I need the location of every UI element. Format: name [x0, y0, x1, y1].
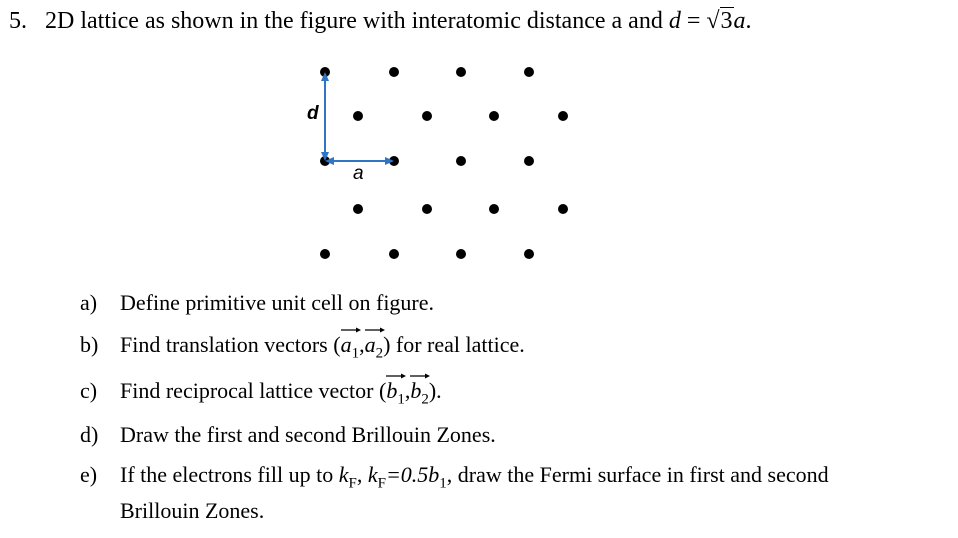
lattice-dot: [489, 204, 499, 214]
item-a-text: Define primitive unit cell on figure.: [120, 290, 435, 315]
lattice-dot: [320, 249, 330, 259]
lattice-dot: [389, 249, 399, 259]
item-c-text-before: Find reciprocal lattice vector: [120, 378, 374, 403]
item-a: [80, 290, 434, 316]
lattice-dot: [524, 249, 534, 259]
d-arrow: [321, 72, 329, 161]
lattice-dot: [422, 111, 432, 121]
vector-arrow-icon: [365, 327, 385, 333]
a-label: a: [353, 163, 364, 184]
header-period: .: [745, 8, 752, 34]
lattice-dot: [558, 111, 568, 121]
item-d: [80, 422, 496, 448]
vector-arrow-icon: [341, 327, 361, 333]
item-e-text-before: If the electrons fill up to: [120, 462, 334, 487]
item-e-continuation: Brillouin Zones.: [120, 498, 265, 523]
kf-symbol: $k_F$: [338, 462, 357, 492]
item-d-text: Draw the first and second Brillouin Zones.: [120, 422, 496, 447]
item-c: c) Find reciprocal lattice vector ( $b_1$, $b_2$).: [80, 378, 442, 408]
d-label: d: [307, 103, 319, 124]
item-b-label: b): [80, 332, 99, 357]
item-e-text-after: , draw the Fermi surface in first and second: [446, 462, 829, 487]
item-b-text-before: Find translation vectors: [120, 332, 328, 357]
item-b-text-after: for real lattice.: [395, 332, 525, 357]
lattice-dot: [456, 156, 466, 166]
lattice-dot: [422, 204, 432, 214]
vector-b1: $b_1$: [386, 378, 405, 408]
lattice-dot: [524, 156, 534, 166]
lattice-dot: [353, 111, 363, 121]
question-header: [9, 8, 752, 35]
lattice-dot: [489, 111, 499, 121]
item-e-label: e): [80, 462, 98, 487]
vector-arrow-icon: [386, 373, 406, 379]
equals-sign: =: [686, 8, 701, 34]
sqrt-expression: √3: [706, 8, 733, 34]
question-number: 5.: [9, 8, 27, 34]
question-text: 2D lattice as shown in the figure with interatomic distance a and: [45, 8, 663, 34]
vector-b2: $b_2$: [410, 378, 429, 408]
lattice-figure: [290, 55, 590, 275]
item-c-label: c): [80, 378, 98, 403]
sqrt-argument: 3: [720, 8, 733, 34]
lattice-dot: [524, 67, 534, 77]
lattice-dot: [456, 67, 466, 77]
vector-a1: $a_1$: [341, 332, 360, 362]
vector-arrow-icon: [410, 373, 430, 379]
a-variable: a: [733, 8, 746, 34]
lattice-dot: [558, 204, 568, 214]
kf-equation: $k_F=0.5b_1$: [367, 462, 447, 492]
d-variable: d: [668, 8, 681, 34]
item-b: b) Find translation vectors ( $a_1$, $a_2$) for real lattice.: [80, 332, 525, 362]
item-e: e) If the electrons fill up to $k_F$, $k_F=0.5b_1$, draw the Fermi surface in first and second: [80, 462, 829, 492]
vector-a2: $a_2$: [365, 332, 384, 362]
lattice-dot: [456, 249, 466, 259]
lattice-dot: [389, 67, 399, 77]
item-a-label: a): [80, 290, 98, 315]
lattice-dot: [353, 204, 363, 214]
item-c-text-after: .: [436, 378, 442, 403]
item-d-label: d): [80, 422, 99, 447]
